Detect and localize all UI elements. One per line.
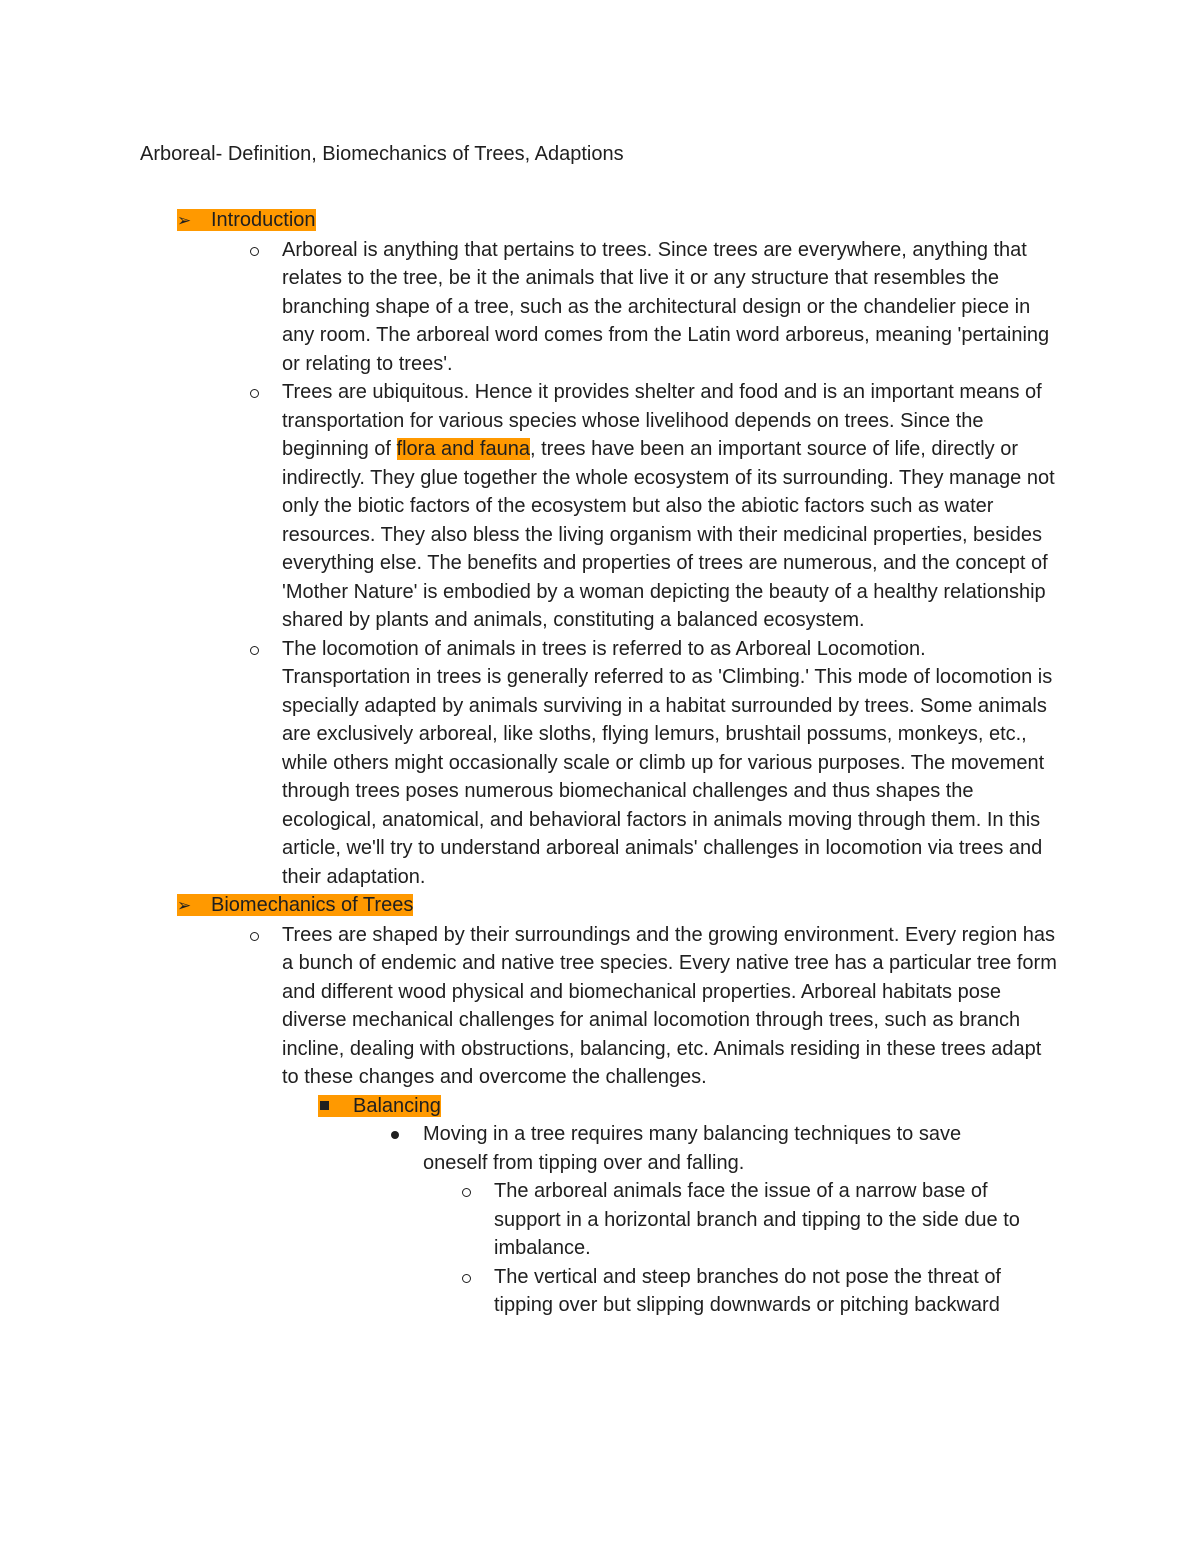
list-item bbox=[423, 1120, 1023, 1177]
highlighted-text: flora and fauna bbox=[396, 438, 530, 460]
square-bullet-icon bbox=[318, 1092, 353, 1121]
heading-balancing bbox=[0, 1092, 1200, 1121]
heading-introduction-label: Introduction bbox=[211, 209, 316, 231]
paragraph-text: Trees are ubiquitous. Hence it provides shelter and food and is an important means of transportation for various species whose livelihood depends on trees. Since the beginning of bbox=[282, 381, 1042, 460]
filled-circle-bullet-icon bbox=[391, 1131, 399, 1139]
arrow-bullet-icon: ➢ bbox=[177, 896, 192, 916]
list-item bbox=[282, 236, 1057, 379]
hollow-circle-bullet-icon bbox=[462, 1188, 471, 1197]
hollow-circle-bullet-icon bbox=[250, 247, 259, 256]
highlight bbox=[318, 1095, 441, 1117]
paragraph: The arboreal animals face the issue of a narrow base of support in a horizontal branch and tipping to the side due to imbalance. bbox=[494, 1180, 1020, 1259]
paragraph: The vertical and steep branches do not pose the threat of tipping over but slipping downwards or pitching backward bbox=[494, 1265, 1001, 1316]
paragraph: Moving in a tree requires many balancing techniques to save oneself from tipping over and falling. bbox=[423, 1123, 962, 1174]
document-title: Arboreal- Definition, Biomechanics of Trees, Adaptions bbox=[140, 143, 624, 165]
paragraph: Arboreal is anything that pertains to trees. Since trees are everywhere, anything that relates to the tree, be it the animals that live it or any structure that resembles the branching shape of a tree, such as the architectural design or the chandelier piece in any room. The arboreal word comes from the Latin word arboreus, meaning 'pertaining or relating to trees'. bbox=[282, 238, 1050, 375]
heading-introduction bbox=[0, 206, 1200, 236]
hollow-circle-bullet-icon bbox=[462, 1274, 471, 1283]
hollow-circle-bullet-icon bbox=[250, 389, 259, 398]
list-item bbox=[494, 1263, 1054, 1320]
heading-biomechanics-label: Biomechanics of Trees bbox=[211, 894, 414, 916]
arrow-bullet-icon: ➢ bbox=[177, 211, 192, 231]
highlight bbox=[177, 894, 413, 916]
list-item bbox=[282, 378, 1057, 635]
list-item bbox=[282, 921, 1057, 1092]
paragraph: Trees are shaped by their surroundings and the growing environment. Every region has a bunch of endemic and native tree species. Every native tree has a particular tree form and different wood physical and biomechanical properties. Arboreal habitats pose diverse mechanical challenges for animal locomotion through trees, such as branch incline, dealing with obstructions, balancing, etc. Animals residing in these trees adapt to these changes and overcome the challenges. bbox=[282, 923, 1057, 1088]
document-body bbox=[0, 206, 1200, 1320]
heading-biomechanics bbox=[0, 891, 1200, 921]
highlight bbox=[177, 209, 316, 231]
hollow-circle-bullet-icon bbox=[250, 646, 259, 655]
hollow-circle-bullet-icon bbox=[250, 932, 259, 941]
paragraph-text: , trees have been an important source of life, directly or indirectly. They glue together the whole ecosystem of its surrounding. They manage not only the biotic factors of the ecosystem but also the abiotic factors such as water resources. They also bless the living organism with their medicinal properties, besides everything else. The benefits and properties of trees are numerous, and the concept of 'Mother Nature' is embodied by a woman depicting the beauty of a healthy relationship shared by plants and animals, constituting a balanced ecosystem. bbox=[282, 438, 1055, 631]
paragraph bbox=[282, 378, 1057, 635]
list-item bbox=[282, 635, 1057, 892]
paragraph: The locomotion of animals in trees is referred to as Arboreal Locomotion. Transportation in trees is generally referred to as 'Climbing.' This mode of locomotion is specially adapted by animals surviving in a habitat surrounded by trees. Some animals are exclusively arboreal, like sloths, flying lemurs, brushtail possums, monkeys, etc., while others might occasionally scale or climb up for various purposes. The movement through trees poses numerous biomechanical challenges and thus shapes the ecological, anatomical, and behavioral factors in animals moving through them. In this article, we'll try to understand arboreal animals' challenges in locomotion via trees and their adaptation. bbox=[282, 637, 1053, 888]
list-item bbox=[494, 1177, 1054, 1263]
heading-balancing-label: Balancing bbox=[353, 1094, 441, 1117]
